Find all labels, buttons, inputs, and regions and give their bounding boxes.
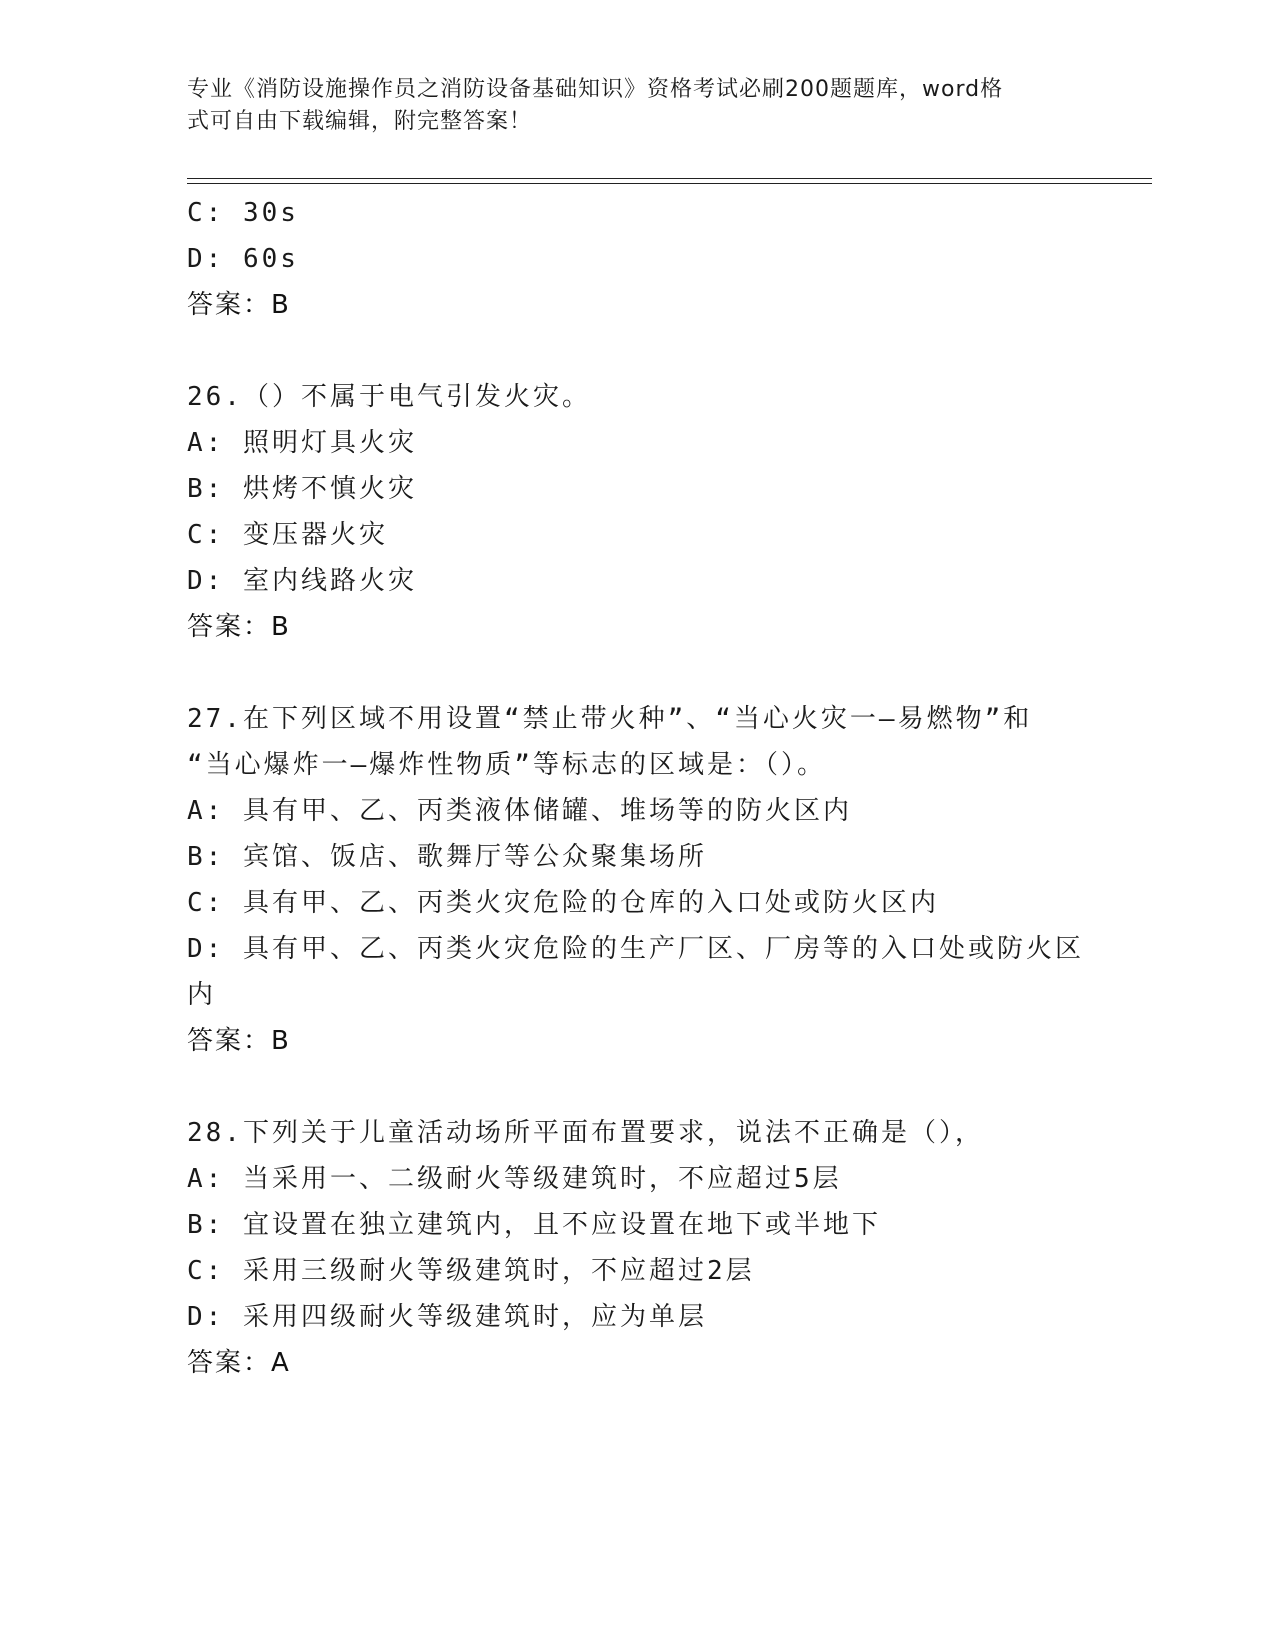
option-d-line-1: D: 具有甲、乙、丙类火灾危险的生产厂区、厂房等的入口处或防火区 bbox=[187, 934, 1084, 964]
header-divider-top bbox=[187, 178, 1152, 179]
spacer bbox=[187, 1064, 1087, 1110]
option-c: C: 采用三级耐火等级建筑时，不应超过2层 bbox=[187, 1256, 755, 1286]
answer: 答案：A bbox=[187, 1348, 291, 1378]
question-text: 28.下列关于儿童活动场所平面布置要求，说法不正确是（）， bbox=[187, 1118, 984, 1148]
option-a: A: 照明灯具火灾 bbox=[187, 428, 417, 458]
document-header bbox=[187, 74, 1067, 138]
header-line-1: 专业《消防设施操作员之消防设备基础知识》资格考试必刷200题题库，word格 bbox=[187, 77, 1004, 102]
option-a: A: 当采用一、二级耐火等级建筑时，不应超过5层 bbox=[187, 1164, 842, 1194]
option-d: D: 室内线路火灾 bbox=[187, 566, 417, 596]
option-c: C: 30s bbox=[187, 198, 299, 228]
spacer bbox=[187, 650, 1087, 696]
question-text: 26.（）不属于电气引发火灾。 bbox=[187, 382, 591, 412]
spacer bbox=[187, 328, 1087, 374]
question-text-line-2: “当心爆炸一—爆炸性物质”等标志的区域是：（）。 bbox=[187, 750, 826, 780]
question-content bbox=[187, 190, 1087, 1386]
option-b: B: 烘烤不慎火灾 bbox=[187, 474, 417, 504]
option-c: C: 变压器火灾 bbox=[187, 520, 388, 550]
question-text-line-1: 27.在下列区域不用设置“禁止带火种”、“当心火灾一—易燃物”和 bbox=[187, 704, 1033, 734]
question-26-block bbox=[187, 374, 1087, 650]
question-25-block bbox=[187, 190, 1087, 328]
answer: 答案：B bbox=[187, 612, 291, 642]
question-28-block bbox=[187, 1110, 1087, 1386]
option-b: B: 宾馆、饭店、歌舞厅等公众聚集场所 bbox=[187, 842, 707, 872]
option-d-line-2: 内 bbox=[187, 980, 217, 1010]
question-27-block bbox=[187, 696, 1087, 1064]
header-line-2: 式可自由下载编辑，附完整答案！ bbox=[187, 109, 533, 134]
option-d: D: 采用四级耐火等级建筑时，应为单层 bbox=[187, 1302, 707, 1332]
option-c: C: 具有甲、乙、丙类火灾危险的仓库的入口处或防火区内 bbox=[187, 888, 939, 918]
answer: 答案：B bbox=[187, 1026, 291, 1056]
header-divider-bottom bbox=[187, 183, 1152, 184]
option-d: D: 60s bbox=[187, 244, 299, 274]
answer: 答案：B bbox=[187, 290, 291, 320]
option-a: A: 具有甲、乙、丙类液体储罐、堆场等的防火区内 bbox=[187, 796, 852, 826]
option-b: B: 宜设置在独立建筑内，且不应设置在地下或半地下 bbox=[187, 1210, 881, 1240]
